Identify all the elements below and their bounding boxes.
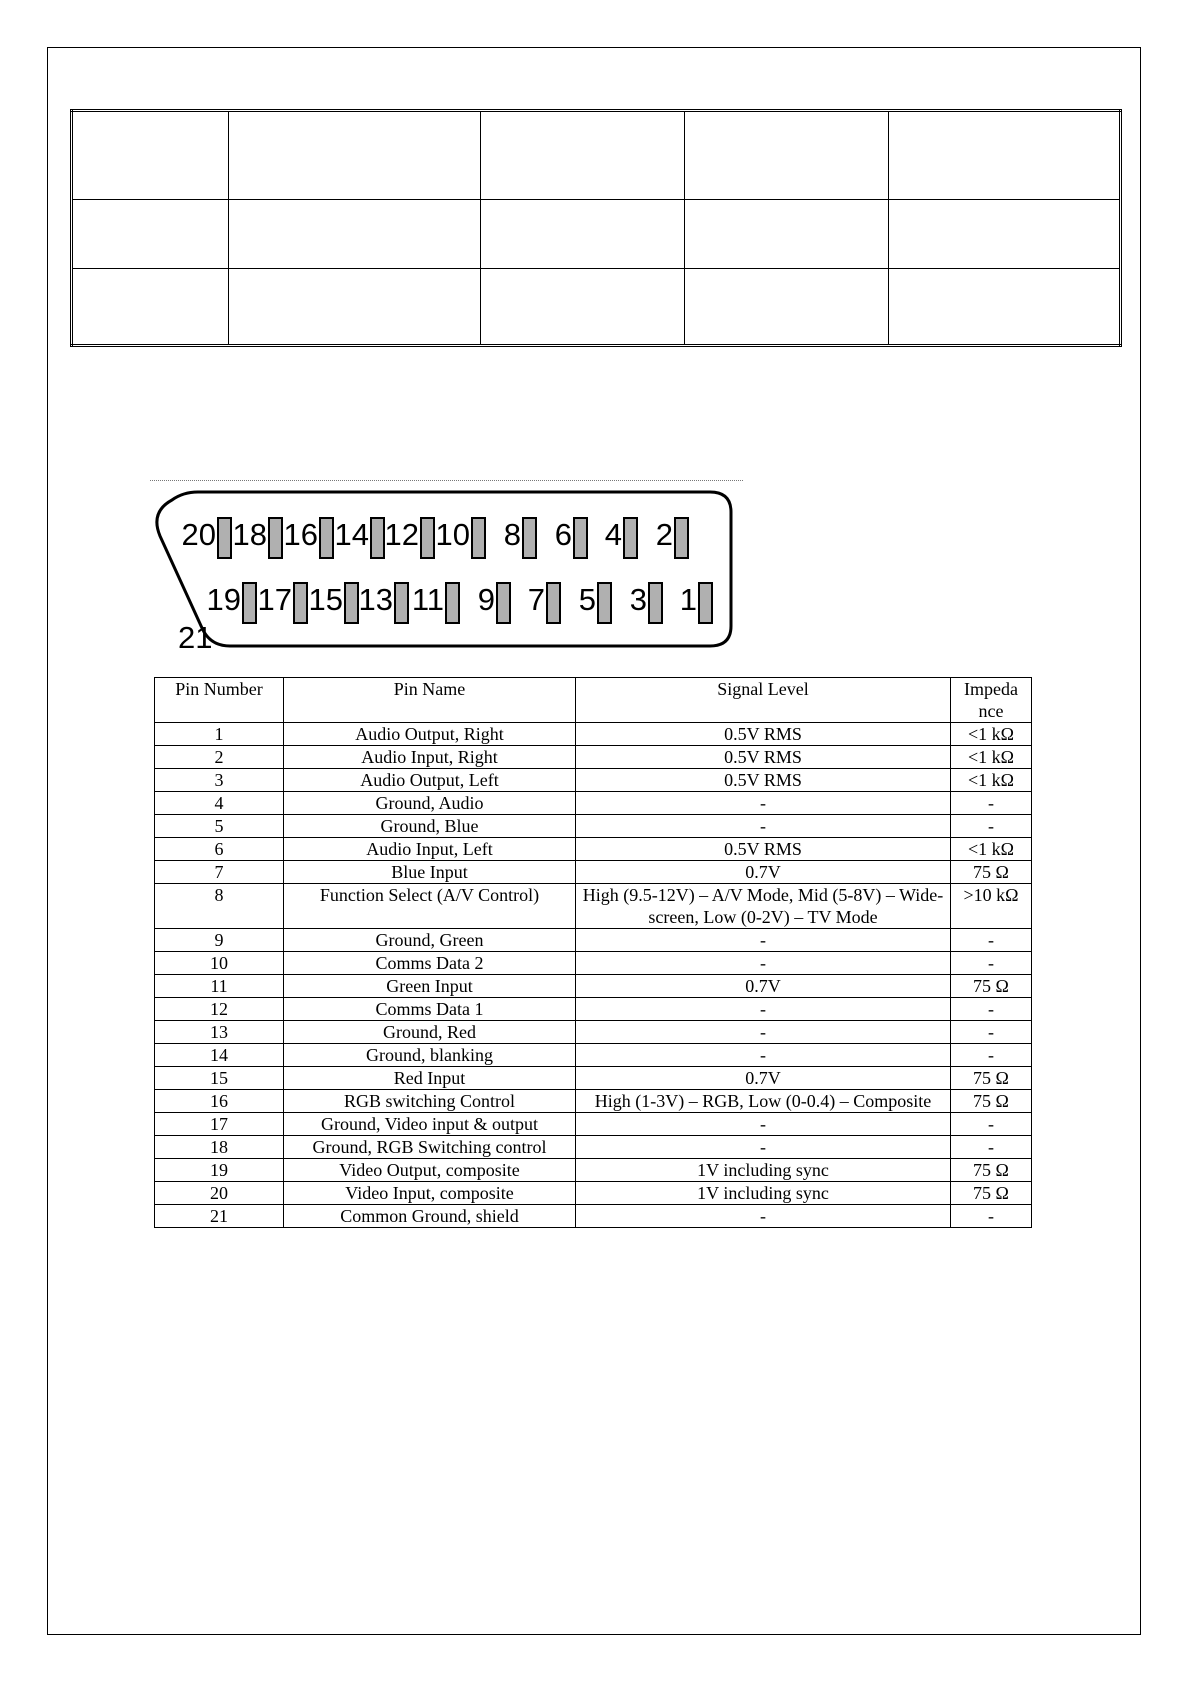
signal-level-cell: - — [576, 929, 951, 952]
pin-number-cell: 5 — [155, 815, 284, 838]
pin-label: 11 — [411, 582, 444, 617]
pin-number-cell: 9 — [155, 929, 284, 952]
pin-socket-bottom — [243, 583, 256, 623]
empty-cell — [685, 200, 889, 269]
signal-level-cell: - — [576, 792, 951, 815]
pin-number-cell: 7 — [155, 861, 284, 884]
pin-label: 7 — [527, 582, 545, 617]
impedance-cell: - — [951, 929, 1032, 952]
empty-cell — [889, 200, 1121, 269]
pin-name-cell: Video Output, composite — [284, 1159, 576, 1182]
impedance-cell: - — [951, 1021, 1032, 1044]
signal-level-cell: 0.7V — [576, 1067, 951, 1090]
pin-label: 3 — [629, 582, 647, 617]
table-row — [155, 975, 1032, 998]
scart-connector-diagram — [150, 488, 750, 658]
table-row — [155, 769, 1032, 792]
pin-number-cell: 20 — [155, 1182, 284, 1205]
pin-label-21: 21 — [178, 620, 213, 655]
table-row — [155, 1182, 1032, 1205]
impedance-cell: <1 kΩ — [951, 769, 1032, 792]
signal-level-cell: 0.7V — [576, 861, 951, 884]
pin-label: 5 — [578, 582, 596, 617]
empty-cell — [685, 111, 889, 200]
empty-cell — [685, 269, 889, 346]
empty-cell — [229, 200, 481, 269]
table-row — [155, 1159, 1032, 1182]
pin-name-cell: Ground, blanking — [284, 1044, 576, 1067]
pin-socket-top — [371, 518, 384, 558]
empty-cell — [889, 111, 1121, 200]
pin-name-cell: Comms Data 2 — [284, 952, 576, 975]
pin-name-cell: Common Ground, shield — [284, 1205, 576, 1228]
empty-table — [70, 109, 1122, 347]
table-row — [155, 1044, 1032, 1067]
pin-name-cell: Ground, Red — [284, 1021, 576, 1044]
pin-number-cell: 10 — [155, 952, 284, 975]
empty-cell — [229, 269, 481, 346]
pin-socket-top — [218, 518, 231, 558]
table-row — [155, 1021, 1032, 1044]
pin-socket-bottom — [598, 583, 611, 623]
impedance-cell: - — [951, 792, 1032, 815]
signal-level-cell: 0.5V RMS — [576, 723, 951, 746]
signal-level-cell: 0.5V RMS — [576, 746, 951, 769]
pin-number-cell: 12 — [155, 998, 284, 1021]
pin-number-cell: 6 — [155, 838, 284, 861]
pin-number-cell: 3 — [155, 769, 284, 792]
pin-socket-bottom — [395, 583, 408, 623]
pin-name-cell: Audio Input, Left — [284, 838, 576, 861]
pin-name-cell: Comms Data 1 — [284, 998, 576, 1021]
header-pin-name: Pin Name — [284, 678, 576, 723]
impedance-cell: - — [951, 998, 1032, 1021]
signal-level-cell: 0.5V RMS — [576, 769, 951, 792]
pin-socket-bottom — [649, 583, 662, 623]
pin-socket-top — [269, 518, 282, 558]
pin-socket-top — [574, 518, 587, 558]
pin-number-cell: 17 — [155, 1113, 284, 1136]
table-row — [155, 929, 1032, 952]
impedance-cell: 75 Ω — [951, 975, 1032, 998]
impedance-cell: 75 Ω — [951, 1090, 1032, 1113]
signal-level-cell: 1V including sync — [576, 1159, 951, 1182]
pin-name-cell: Green Input — [284, 975, 576, 998]
impedance-cell: - — [951, 1136, 1032, 1159]
pin-socket-bottom — [294, 583, 307, 623]
impedance-cell: <1 kΩ — [951, 723, 1032, 746]
empty-cell — [481, 200, 685, 269]
pin-number-cell: 4 — [155, 792, 284, 815]
pin-socket-bottom — [345, 583, 358, 623]
table-row — [155, 723, 1032, 746]
pin-number-cell: 13 — [155, 1021, 284, 1044]
impedance-cell: - — [951, 815, 1032, 838]
pin-label: 9 — [477, 582, 495, 617]
table-row — [155, 1067, 1032, 1090]
pin-table — [154, 677, 1032, 1228]
table-row — [155, 1205, 1032, 1228]
pin-number-cell: 18 — [155, 1136, 284, 1159]
table-row — [155, 861, 1032, 884]
pin-name-cell: RGB switching Control — [284, 1090, 576, 1113]
signal-level-cell: - — [576, 815, 951, 838]
table-row — [155, 952, 1032, 975]
signal-level-cell: - — [576, 1044, 951, 1067]
table-row — [155, 1113, 1032, 1136]
pin-number-cell: 21 — [155, 1205, 284, 1228]
pin-label: 6 — [554, 517, 572, 552]
pin-socket-top — [675, 518, 688, 558]
impedance-cell: >10 kΩ — [951, 884, 1032, 929]
pin-socket-top — [523, 518, 536, 558]
pin-number-cell: 1 — [155, 723, 284, 746]
pin-socket-bottom — [547, 583, 560, 623]
pin-label: 16 — [283, 517, 318, 552]
pin-socket-top — [624, 518, 637, 558]
signal-level-cell: High (9.5-12V) – A/V Mode, Mid (5-8V) – Wide-screen, Low (0-2V) – TV Mode — [576, 884, 951, 929]
impedance-cell: - — [951, 1205, 1032, 1228]
empty-cell — [72, 269, 229, 346]
pin-name-cell: Audio Input, Right — [284, 746, 576, 769]
signal-level-cell: High (1-3V) – RGB, Low (0-0.4) – Composite — [576, 1090, 951, 1113]
table-row — [155, 1090, 1032, 1113]
pin-name-cell: Video Input, composite — [284, 1182, 576, 1205]
pin-socket-bottom — [497, 583, 510, 623]
pin-name-cell: Ground, Blue — [284, 815, 576, 838]
empty-cell — [72, 200, 229, 269]
pin-socket-top — [320, 518, 333, 558]
pin-number-cell: 2 — [155, 746, 284, 769]
table-row — [155, 792, 1032, 815]
empty-cell — [481, 269, 685, 346]
pin-number-cell: 16 — [155, 1090, 284, 1113]
table-row — [155, 815, 1032, 838]
pin-number-cell: 19 — [155, 1159, 284, 1182]
header-signal-level: Signal Level — [576, 678, 951, 723]
impedance-cell: - — [951, 1113, 1032, 1136]
header-pin-number: Pin Number — [155, 678, 284, 723]
pin-name-cell: Audio Output, Right — [284, 723, 576, 746]
signal-level-cell: - — [576, 952, 951, 975]
pin-table-header-row — [155, 678, 1032, 723]
signal-level-cell: - — [576, 1113, 951, 1136]
pin-label: 10 — [435, 517, 470, 552]
signal-level-cell: 1V including sync — [576, 1182, 951, 1205]
pin-label: 18 — [232, 517, 267, 552]
pin-number-cell: 14 — [155, 1044, 284, 1067]
impedance-cell: 75 Ω — [951, 1182, 1032, 1205]
impedance-cell: <1 kΩ — [951, 746, 1032, 769]
signal-level-cell: - — [576, 1205, 951, 1228]
impedance-cell: 75 Ω — [951, 1067, 1032, 1090]
signal-level-cell: 0.5V RMS — [576, 838, 951, 861]
pin-name-cell: Ground, Audio — [284, 792, 576, 815]
pin-label: 15 — [308, 582, 343, 617]
pin-name-cell: Function Select (A/V Control) — [284, 884, 576, 929]
pin-name-cell: Ground, Video input & output — [284, 1113, 576, 1136]
pin-socket-top — [421, 518, 434, 558]
pin-name-cell: Red Input — [284, 1067, 576, 1090]
dotted-separator — [150, 480, 743, 481]
pin-number-cell: 15 — [155, 1067, 284, 1090]
signal-level-cell: - — [576, 1136, 951, 1159]
pin-socket-bottom — [446, 583, 459, 623]
pin-label: 20 — [181, 517, 216, 552]
table-row — [155, 838, 1032, 861]
pin-label: 8 — [503, 517, 521, 552]
pin-name-cell: Blue Input — [284, 861, 576, 884]
impedance-cell: <1 kΩ — [951, 838, 1032, 861]
table-row — [155, 998, 1032, 1021]
empty-cell — [229, 111, 481, 200]
pin-number-cell: 11 — [155, 975, 284, 998]
impedance-cell: - — [951, 1044, 1032, 1067]
impedance-cell: - — [951, 952, 1032, 975]
signal-level-cell: - — [576, 1021, 951, 1044]
pin-number-cell: 8 — [155, 884, 284, 929]
signal-level-cell: 0.7V — [576, 975, 951, 998]
pin-label: 19 — [206, 582, 241, 617]
pin-label: 4 — [604, 517, 622, 552]
pin-name-cell: Audio Output, Left — [284, 769, 576, 792]
pin-label: 2 — [655, 517, 673, 552]
pin-label: 13 — [358, 582, 393, 617]
pin-socket-bottom — [699, 583, 712, 623]
pin-label: 12 — [384, 517, 419, 552]
pin-label: 14 — [334, 517, 369, 552]
empty-cell — [889, 269, 1121, 346]
table-row — [155, 1136, 1032, 1159]
pin-label: 1 — [679, 582, 697, 617]
impedance-cell: 75 Ω — [951, 861, 1032, 884]
empty-cell — [72, 111, 229, 200]
signal-level-cell: - — [576, 998, 951, 1021]
empty-cell — [481, 111, 685, 200]
pin-name-cell: Ground, RGB Switching control — [284, 1136, 576, 1159]
header-impedance: Impeda nce — [951, 678, 1032, 723]
pin-label: 17 — [257, 582, 292, 617]
pin-socket-top — [472, 518, 485, 558]
table-row — [155, 746, 1032, 769]
impedance-cell: 75 Ω — [951, 1159, 1032, 1182]
pin-name-cell: Ground, Green — [284, 929, 576, 952]
table-row — [155, 884, 1032, 929]
